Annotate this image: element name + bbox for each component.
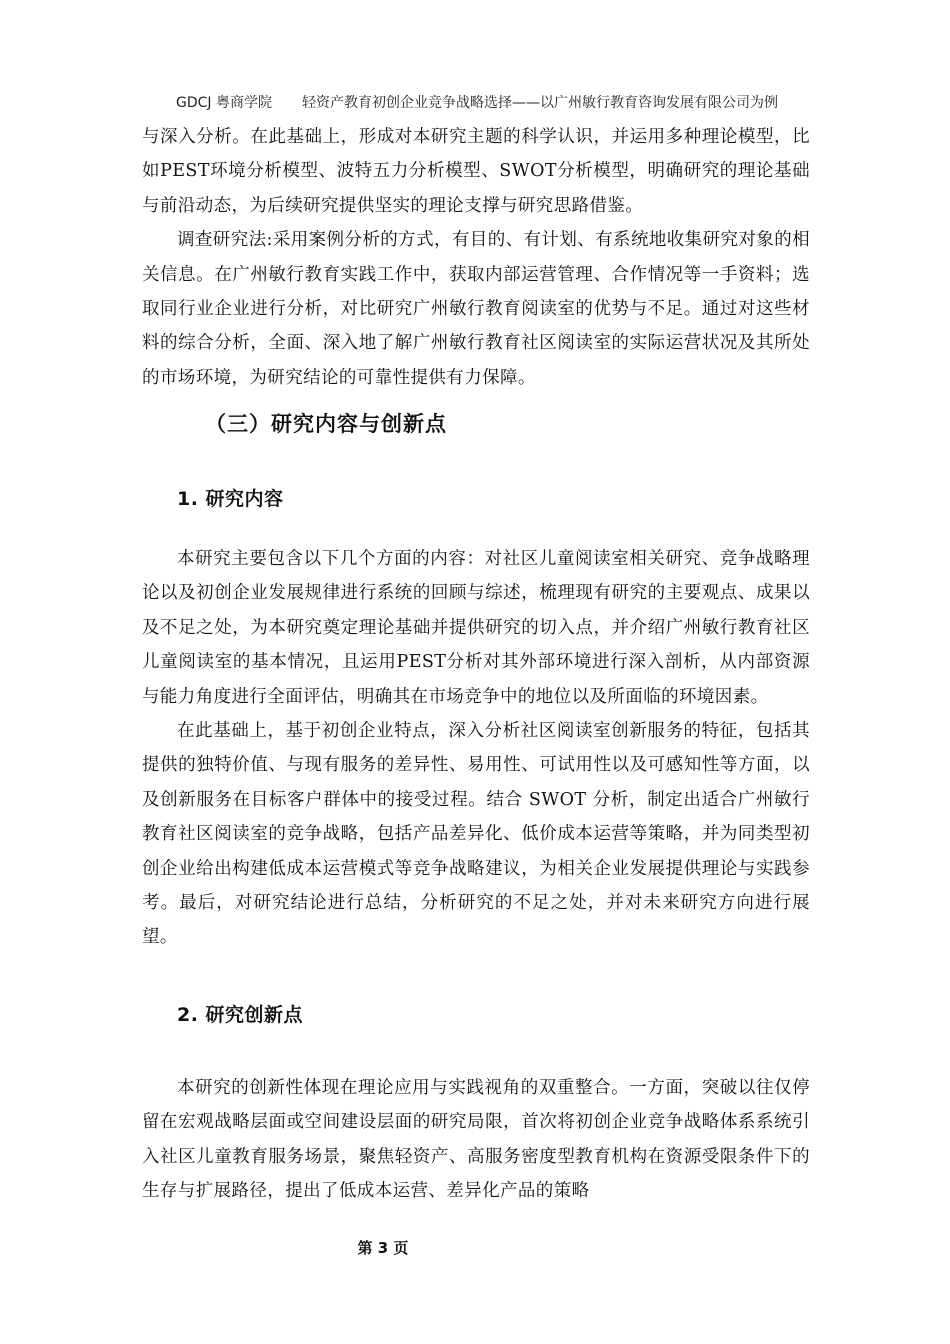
- intro-block: [142, 120, 810, 395]
- page-number: 第 3 页: [357, 1239, 409, 1257]
- research-content-paragraph-1: 本研究主要包含以下几个方面的内容：对社区儿童阅读室相关研究、竞争战略理论以及初创企业发展规律进行系统的回顾与综述，梳理现有研究的主要观点、成果以及不足之处，为本研究奠定理论基础并提供研究的切入点，并介绍广州敏行教育社区儿童阅读室的基本情况，且运用PEST分析对其外部环境进行深入剖析，从内部资源与能力角度进行全面评估，明确其在市场竞争中的地位以及所面临的环境因素。: [142, 549, 810, 707]
- section-heading-3: （三）研究内容与创新点: [205, 412, 447, 436]
- research-content-paragraph-2: 在此基础上，基于初创企业特点，深入分析社区阅读室创新服务的特征，包括其提供的独特价值、与现有服务的差异性、易用性、可试用性以及可感知性等方面，以及创新服务在目标客户群体中的接受过程。结合 SWOT 分析，制定出适合广州敏行教育社区阅读室的竞争战略，包括产品差异化、低价成本运营等策略，并为同类型初创企业给出构建低成本运营模式等竞争战略建议，为相关企业发展提供理论与实践参考。最后，对研究结论进行总结，分析研究的不足之处，并对未来研究方向进行展望。: [142, 721, 810, 948]
- research-content-block: [142, 542, 810, 955]
- header-title: 轻资产教育初创企业竞争战略选择——以广州敏行教育咨询发展有限公司为例: [301, 95, 778, 111]
- subsection-title-2: 2. 研究创新点: [177, 1004, 304, 1026]
- running-header: [176, 92, 816, 112]
- intro-paragraph-1: 与深入分析。在此基础上，形成对本研究主题的科学认识，并运用多种理论模型，比如PEST环境分析模型、波特五力分析模型、SWOT分析模型，明确研究的理论基础与前沿动态，为后续研究提供坚实的理论支撑与研究思路借鉴。: [142, 127, 810, 216]
- subsection-title-1: 1. 研究内容: [177, 488, 284, 510]
- innovation-block: [142, 1071, 810, 1209]
- header-school: GDCJ 粤商学院: [176, 95, 272, 111]
- innovation-paragraph-1: 本研究的创新性体现在理论应用与实践视角的双重整合。一方面，突破以往仅停留在宏观战略层面或空间建设层面的研究局限，首次将初创企业竞争战略体系系统引入社区儿童教育服务场景，聚焦轻资产、高服务密度型教育机构在资源受限条件下的生存与扩展路径，提出了低成本运营、差异化产品的策略: [142, 1078, 810, 1202]
- intro-paragraph-2: 调查研究法:采用案例分析的方式，有目的、有计划、有系统地收集研究对象的相关信息。在广州敏行教育实践工作中，获取内部运营管理、合作情况等一手资料；选取同行业企业进行分析，对比研究广州敏行教育阅读室的优势与不足。通过对这些材料的综合分析，全面、深入地了解广州敏行教育社区阅读室的实际运营状况及其所处的市场环境，为研究结论的可靠性提供有力保障。: [142, 230, 810, 388]
